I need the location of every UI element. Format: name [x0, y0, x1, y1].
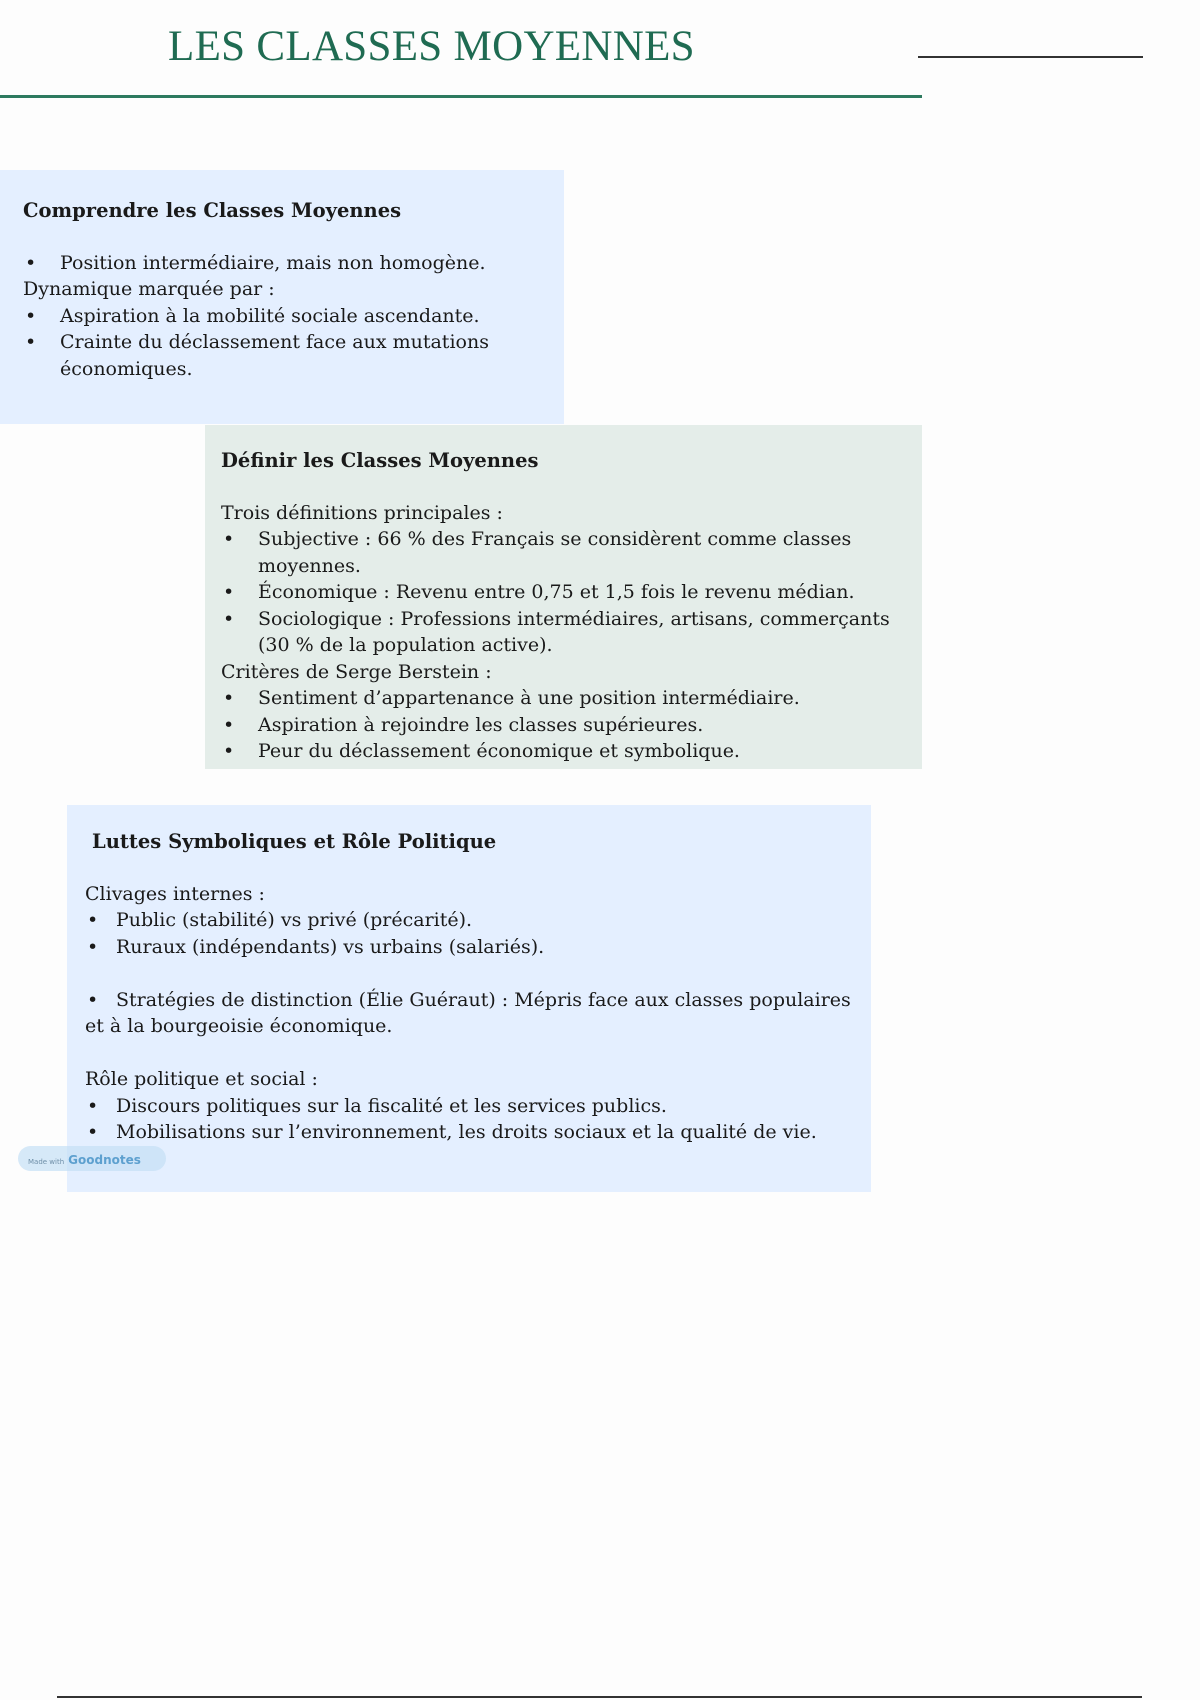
dynamic-label: Dynamique marquée par : — [23, 278, 275, 300]
bullet-icon — [85, 987, 116, 1014]
list-item: • Aspiration à la mobilité sociale ascendante. — [23, 303, 546, 330]
definitions-list — [221, 526, 908, 659]
footer-line — [57, 1696, 1142, 1698]
cleavages-label: Clivages internes : — [85, 882, 265, 905]
criteria-list — [221, 685, 908, 765]
list-item: • Économique : Revenu entre 0,75 et 1,5 fois le revenu médian. — [221, 579, 908, 606]
dynamic-list — [23, 303, 546, 383]
cleavages-list — [85, 907, 857, 960]
list-item: • Public (stabilité) vs privé (précarité). — [85, 907, 857, 934]
list-item: • Mobilisations sur l’environnement, les droits sociaux et la qualité de vie. — [85, 1119, 857, 1146]
list-item: • Sociologique : Professions intermédiaires, artisans, commerçants (30 % de la population active). — [221, 606, 908, 659]
watermark-brand: Goodnotes — [68, 1153, 141, 1167]
section-definir — [205, 425, 922, 769]
page-title: LES CLASSES MOYENNES — [168, 23, 695, 70]
goodnotes-watermark — [18, 1146, 166, 1171]
section-luttes-heading: Luttes Symboliques et Rôle Politique — [92, 830, 497, 853]
criteria-label: Critères de Serge Berstein : — [221, 660, 492, 683]
section-comprendre — [0, 170, 564, 424]
watermark-prefix: Made with — [28, 1158, 65, 1166]
list-item: • Position intermédiaire, mais non homogène. — [23, 250, 546, 277]
definitions-label: Trois définitions principales : — [221, 501, 503, 524]
section-comprendre-heading: Comprendre les Classes Moyennes — [23, 199, 402, 222]
header-corner-line — [918, 56, 1143, 58]
list-item: • Peur du déclassement économique et symbolique. — [221, 738, 908, 765]
distinction-text: Stratégies de distinction (Élie Guéraut) : Mépris face aux classes populaires et à la bourgeoisie économique. — [85, 988, 851, 1037]
intro-bullet-list — [23, 250, 546, 277]
distinction-paragraph — [85, 987, 857, 1040]
role-label: Rôle politique et social : — [85, 1068, 318, 1090]
role-list — [85, 1093, 857, 1146]
list-item: • Crainte du déclassement face aux mutations économiques. — [23, 329, 546, 382]
section-luttes — [67, 805, 871, 1192]
title-underline — [0, 95, 922, 98]
list-item: • Aspiration à rejoindre les classes supérieures. — [221, 712, 908, 739]
section-definir-heading: Définir les Classes Moyennes — [221, 449, 539, 472]
list-item: • Discours politiques sur la fiscalité et les services publics. — [85, 1093, 857, 1120]
list-item: • Ruraux (indépendants) vs urbains (salariés). — [85, 934, 857, 961]
list-item: • Subjective : 66 % des Français se considèrent comme classes moyennes. — [221, 526, 908, 579]
list-item: • Sentiment d’appartenance à une position intermédiaire. — [221, 685, 908, 712]
